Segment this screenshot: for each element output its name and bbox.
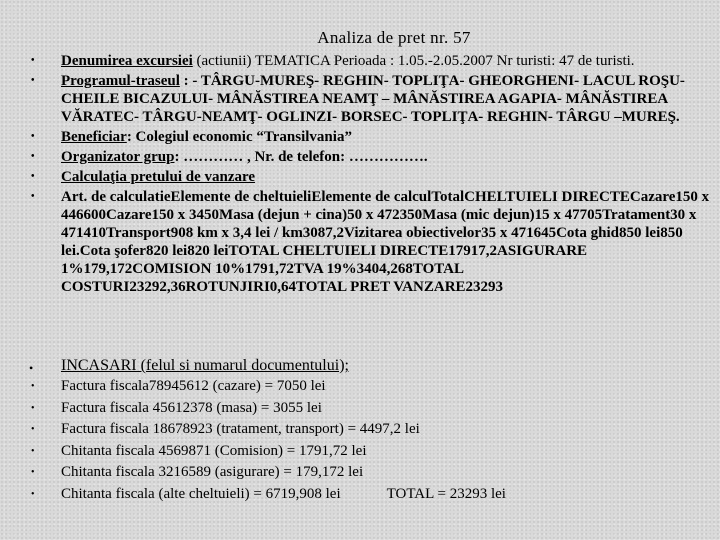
bullet-icon: • <box>31 445 35 457</box>
bullet-icon: • <box>31 151 35 162</box>
total-text: TOTAL = 23293 lei <box>386 485 506 502</box>
list-item-calculatie <box>28 168 716 186</box>
list-item-program <box>28 72 716 126</box>
incasare-text: Factura fiscala 45612378 (masa) = 3055 lei <box>61 399 322 416</box>
incasare-text: Factura fiscala78945612 (cazare) = 7050 lei <box>61 378 326 394</box>
list-item-excursie <box>28 52 716 70</box>
incasare-text: Chitanta fiscala (alte cheltuieli) = 6719,908 lei <box>61 485 341 502</box>
page-title: Analiza de pret nr. 57 <box>317 28 471 47</box>
bullet-icon: • <box>31 75 35 86</box>
list-item <box>28 399 716 419</box>
incasare-text: Chitanta fiscala 4569871 (Comision) = 1791,72 lei <box>61 442 367 459</box>
list-item-beneficiar <box>28 128 716 146</box>
list-item <box>28 463 716 483</box>
bullet-icon: • <box>31 55 35 66</box>
bullet-icon: • <box>31 381 35 392</box>
list-item <box>28 485 716 505</box>
list-item <box>28 442 716 462</box>
bullet-icon: • <box>31 402 35 414</box>
item-text: : ………… , Nr. de telefon: ……………. <box>174 149 428 165</box>
item-label: Programul-traseul <box>61 73 180 89</box>
item-label: Organizator grup <box>61 149 175 165</box>
item-text: Art. de calculatieElemente de cheltuieliElemente de calculTotalCHELTUIELI DIRECTECazare150 x 446600Cazare150 x 3450Masa (dejun + cina)50 x 472350Masa (mic dejun)15 x 47705Tratament30 x 471410Transport908 km x 3,4 lei / km3087,2Vizitarea obiectivelor35 x 471645Cota ghid850 lei850 lei.Cota şofer820 lei820 leiTOTAL CHELTUIELI DIRECTE17917,2ASIGURARE 1%179,172COMISION 10%1791,72TVA 19%3404,268TOTAL COSTURI23292,36ROTUNJIRI0,64TOTAL PRET VANZARE23293 <box>61 189 710 295</box>
list-item <box>28 377 716 397</box>
list-item-organizator <box>28 148 716 166</box>
item-text: : Colegiul economic “Transilvania” <box>126 129 352 145</box>
item-label: Denumirea excursiei <box>61 53 193 69</box>
bullet-icon: • <box>31 467 35 478</box>
details-list <box>28 52 716 298</box>
item-label: Calculaţia pretului de vanzare <box>61 169 256 185</box>
list-item-calcul-detalii <box>28 188 716 296</box>
bullet-icon: • <box>31 131 35 142</box>
incasare-text: Factura fiscala 18678923 (tratament, transport) = 4497,2 lei <box>61 421 420 437</box>
bullet-icon: • <box>29 361 34 375</box>
bullet-icon: • <box>31 488 35 500</box>
list-item <box>28 420 716 440</box>
bullet-icon: • <box>31 424 35 435</box>
incasare-text: Chitanta fiscala 3216589 (asigurare) = 179,172 lei <box>61 464 364 480</box>
incasari-heading-text: INCASARI (felul si numarul documentului); <box>61 357 349 374</box>
bullet-icon: • <box>31 191 35 202</box>
item-text: : - TÂRGU-MUREŞ- REGHIN- TOPLIŢA- GHEORGHENI- LACUL ROŞU- CHEILE BICAZULUI- MÂNĂSTIREA NEAMŢ – MÂNĂSTIREA AGAPIA- MÂNĂSTIREA VĂRATEC- TÂRGU-NEAMŢ- OGLINZI- BORSEC- TOPLIŢA- REGHIN- TÂRGU –MUREŞ. <box>61 73 685 125</box>
item-label: Beneficiar <box>61 129 127 145</box>
incasari-list <box>28 377 716 506</box>
bullet-icon: • <box>31 171 35 182</box>
item-text: (actiunii) TEMATICA Perioada : 1.05.-2.05.2007 Nr turisti: 47 de turisti. <box>192 53 635 69</box>
incasari-heading <box>28 356 716 376</box>
